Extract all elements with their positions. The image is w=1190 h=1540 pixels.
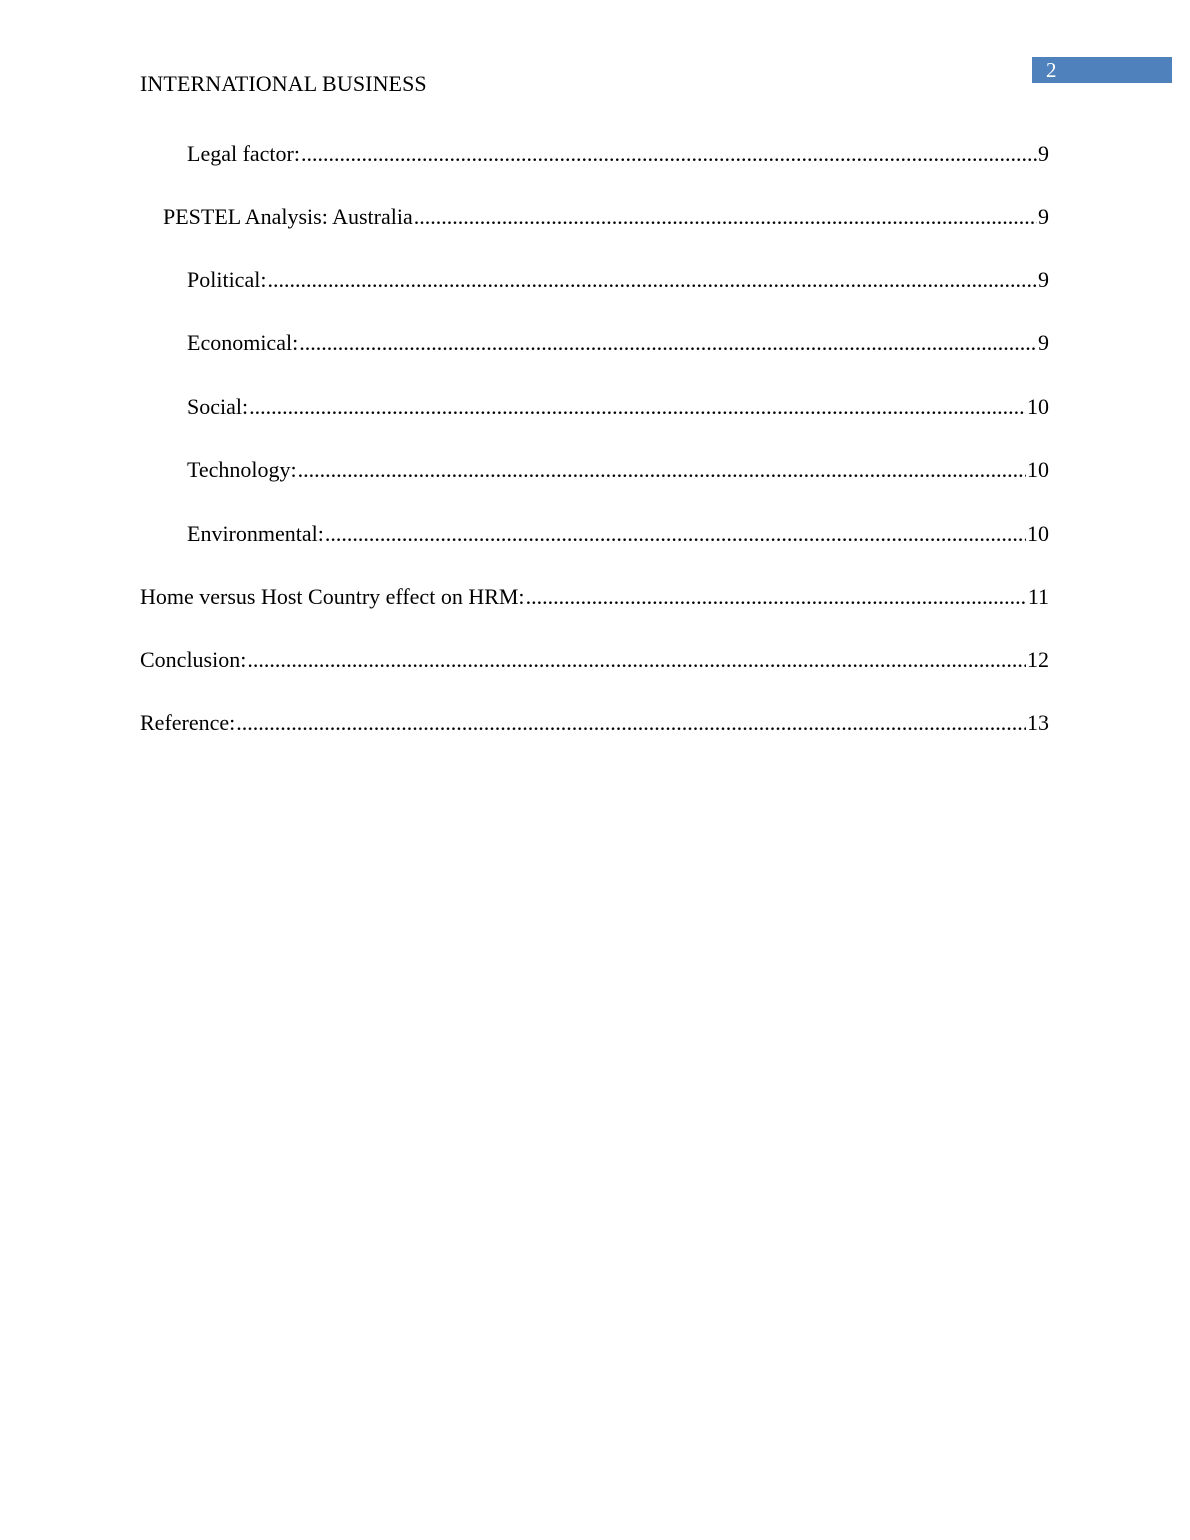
toc-entry-home-vs-host-hrm[interactable] (140, 582, 1049, 612)
toc-dot-leader (298, 455, 1026, 485)
table-of-contents (140, 0, 1049, 1540)
toc-entry-conclusion[interactable] (140, 645, 1049, 675)
toc-entry-legal-factor[interactable] (140, 139, 1049, 169)
toc-entry-label: Conclusion: (140, 647, 247, 672)
toc-entry-label: PESTEL Analysis: Australia (163, 204, 413, 229)
toc-entry-page: 10 (1027, 457, 1049, 482)
toc-entry-technology[interactable] (140, 455, 1049, 485)
toc-entry-label: Environmental: (187, 521, 324, 546)
toc-dot-leader (236, 708, 1026, 738)
toc-entry-page: 9 (1038, 267, 1049, 292)
toc-dot-leader (267, 265, 1037, 295)
toc-entry-page: 9 (1038, 204, 1049, 229)
toc-dot-leader (325, 519, 1026, 549)
toc-entry-reference[interactable] (140, 708, 1049, 738)
toc-entry-pestel-australia[interactable] (140, 202, 1049, 232)
document-header-title: INTERNATIONAL BUSINESS (140, 71, 427, 96)
toc-entry-economical[interactable] (140, 328, 1049, 358)
toc-entry-page: 13 (1027, 710, 1049, 735)
toc-dot-leader (526, 582, 1027, 612)
toc-dot-leader (249, 392, 1026, 422)
page-number: 2 (1046, 58, 1057, 82)
toc-dot-leader (414, 202, 1037, 232)
toc-entry-social[interactable] (140, 392, 1049, 422)
toc-entry-label: Technology: (187, 457, 297, 482)
toc-dot-leader (301, 139, 1037, 169)
toc-entry-label: Social: (187, 394, 249, 419)
toc-entry-label: Home versus Host Country effect on HRM: (140, 584, 525, 609)
toc-entry-label: Political: (187, 267, 267, 292)
toc-entry-label: Legal factor: (187, 141, 300, 166)
toc-entry-environmental[interactable] (140, 519, 1049, 549)
toc-entry-political[interactable] (140, 265, 1049, 295)
toc-dot-leader (299, 328, 1037, 358)
page-number-badge (1032, 57, 1172, 83)
toc-entry-page: 12 (1027, 647, 1049, 672)
toc-dot-leader (247, 645, 1026, 675)
toc-entry-page: 9 (1038, 330, 1049, 355)
toc-entry-label: Reference: (140, 710, 236, 735)
toc-entry-page: 10 (1027, 521, 1049, 546)
toc-entry-page: 9 (1038, 141, 1049, 166)
toc-entry-page: 10 (1027, 394, 1049, 419)
toc-entry-label: Economical: (187, 330, 299, 355)
toc-entry-page: 11 (1027, 584, 1049, 609)
